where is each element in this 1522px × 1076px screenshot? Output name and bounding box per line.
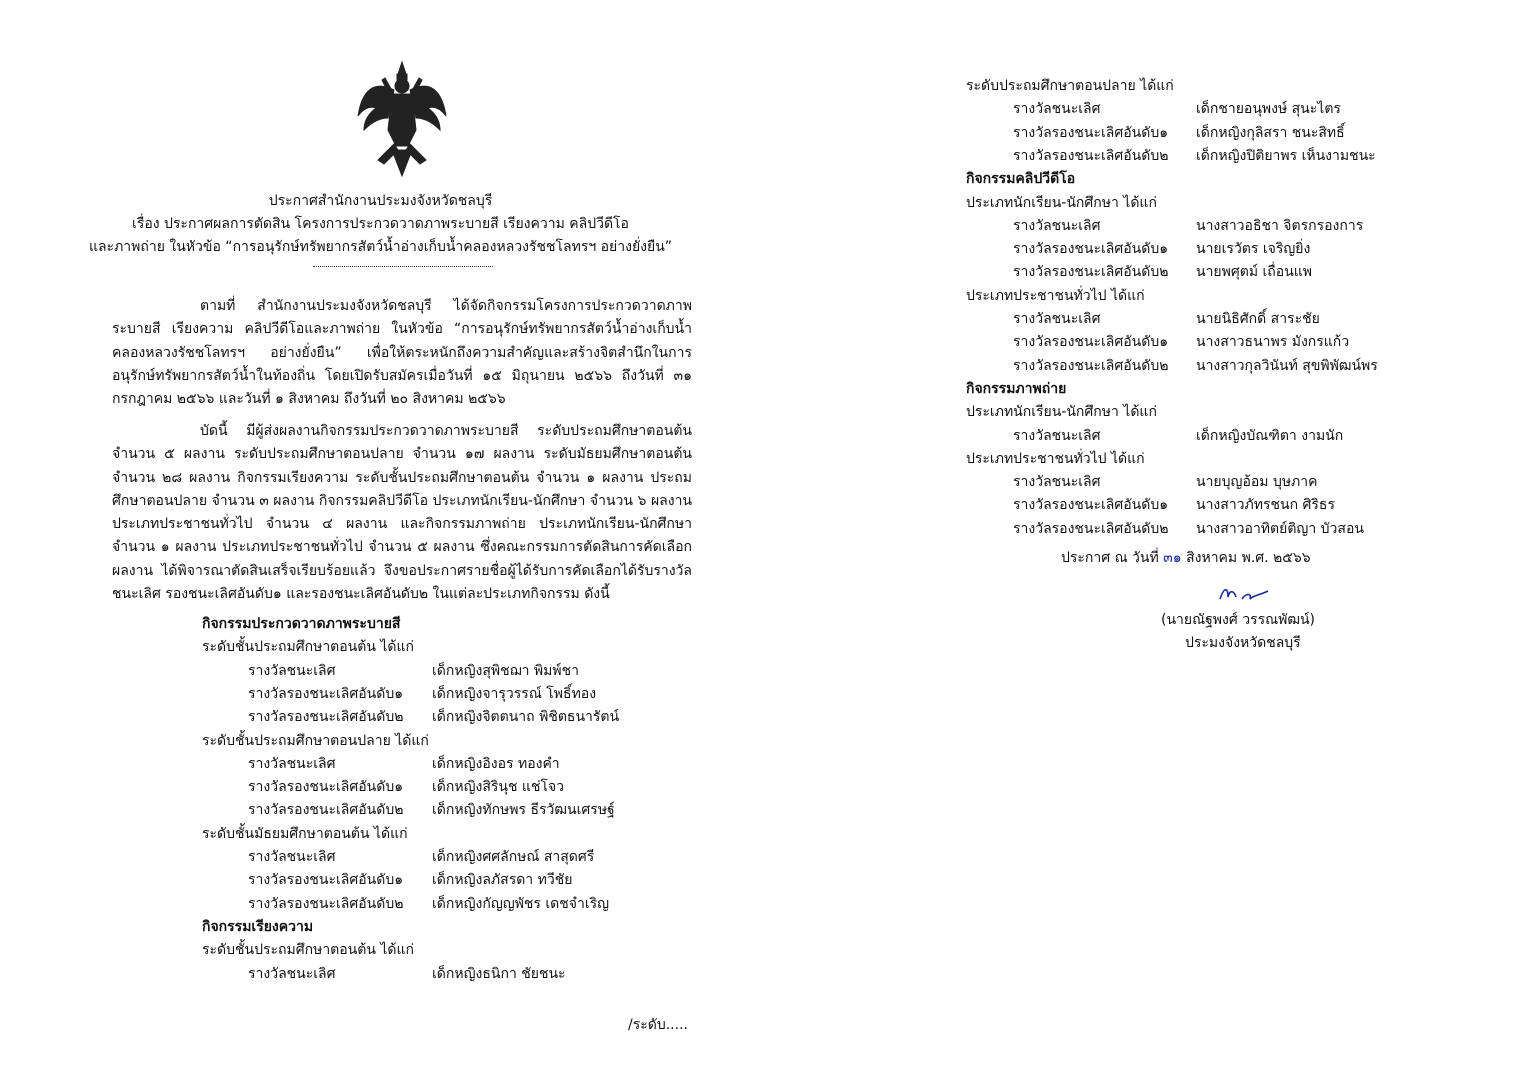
award-label: รางวัลชนะเลิศ — [248, 965, 336, 982]
winner-name: นายเรวัตร เจริญยิ่ง — [1196, 241, 1311, 258]
winner-name: เด็กหญิงทักษพร ธีรวัฒนเศรษฐ์ — [432, 802, 615, 819]
announce-date-line — [1061, 548, 1311, 568]
winner-name: นางสาวอธิชา จิตรกรองการ — [1196, 217, 1364, 234]
winner-name: เด็กหญิงปิติยาพร เห็นงามชนะ — [1196, 147, 1376, 164]
activity-heading: กิจกรรมคลิปวีดีโอ — [966, 171, 1076, 188]
award-label: รางวัลรองชนะเลิศอันดับ๒ — [248, 895, 404, 912]
announcement-subject-cont: และภาพถ่าย ในหัวข้อ “การอนุรักษ์ทรัพยากรสัตว์น้ำอ่างเก็บน้ำคลองหลวงรัชชโลทรฯ อย่างยั่งยืน” — [88, 239, 673, 255]
award-label: รางวัลชนะเลิศ — [248, 849, 336, 865]
award-label: รางวัลรองชนะเลิศอันดับ๒ — [1013, 147, 1169, 164]
award-label: รางวัลรองชนะเลิศอันดับ๒ — [1013, 264, 1169, 281]
winner-name: เด็กหญิงอิงอร ทองคำ — [432, 755, 560, 772]
category-label: ระดับชั้นประถมศึกษาตอนต้น ได้แก่ — [202, 942, 414, 959]
winner-name: นายพศุตม์ เถื่อนแพ — [1196, 264, 1313, 281]
winner-name: นายนิธิศักดิ์ สาระชัย — [1196, 311, 1320, 327]
winner-name: นางสาวกุลวินันท์ สุขพิพัฒน์พร — [1196, 357, 1378, 374]
award-label: รางวัลรองชนะเลิศอันดับ๑ — [1013, 241, 1169, 258]
winner-name: เด็กหญิงจิตตนาถ พิชิตธนารัตน์ — [432, 709, 620, 726]
award-label: รางวัลรองชนะเลิศอันดับ๑ — [248, 872, 404, 889]
award-label: รางวัลรองชนะเลิศอันดับ๑ — [1013, 334, 1169, 351]
winner-name: เด็กหญิงสุพิชฌา พิมพ์ชา — [432, 662, 579, 679]
winner-name: เด็กหญิงศศลักษณ์ สาสุดศรี — [432, 849, 595, 865]
winner-name: นายบุญอ้อม บุษภาค — [1196, 474, 1318, 491]
winner-name: เด็กหญิงบัณฑิตา งามนัก — [1196, 427, 1344, 444]
winner-name: เด็กหญิงกุลิสรา ชนะสิทธิ์ — [1196, 124, 1345, 141]
award-label: รางวัลรองชนะเลิศอันดับ๑ — [1013, 497, 1169, 514]
award-label: รางวัลรองชนะเลิศอันดับ๒ — [248, 802, 404, 819]
continued-marker: /ระดับ..... — [628, 1017, 688, 1033]
award-label: รางวัลชนะเลิศ — [248, 755, 336, 772]
announcement-title: ประกาศสำนักงานประมงจังหวัดชลบุรี — [268, 193, 493, 209]
winner-name: นางสาวธนาพร มังกรแก้ว — [1196, 334, 1350, 351]
garuda-emblem — [354, 60, 450, 178]
announce-prefix: ประกาศ ณ วันที่ — [1061, 550, 1159, 566]
category-label: ระดับชั้นประถมศึกษาตอนต้น ได้แก่ — [202, 639, 414, 656]
activity-heading: กิจกรรมภาพถ่าย — [966, 380, 1067, 397]
announce-suffix: สิงหาคม พ.ศ. ๒๕๖๖ — [1186, 550, 1311, 566]
award-label: รางวัลชนะเลิศ — [1013, 311, 1101, 327]
award-label: รางวัลรองชนะเลิศอันดับ๒ — [1013, 357, 1169, 374]
activity-heading: กิจกรรมประกวดวาดภาพระบายสี — [202, 616, 401, 632]
category-label: ประเภทนักเรียน-นักศึกษา ได้แก่ — [966, 404, 1157, 421]
winner-name: นางสาวภัทรชนก ศิริธร — [1196, 497, 1335, 514]
award-label: รางวัลชนะเลิศ — [1013, 217, 1101, 234]
body-paragraph-2: บัดนี้ มีผู้ส่งผลงานกิจกรรมประกวดวาดภาพระบายสี ระดับประถมศึกษาตอนต้น จำนวน ๕ ผลงาน ระดับประถมศึกษาตอนปลาย จำนวน ๑๗ ผลงาน ระดับมัธยมศึกษาตอนต้น จำนวน ๒๘ ผลงาน กิจกรรมเรียงความ ระดับชั้นประถมศึกษาตอนต้น จำนวน ๑ ผลงาน ประถมศึกษาตอนปลาย จำนวน ๓ ผลงาน กิจกรรมคลิปวีดีโอ ประเภทนักเรียน-นักศึกษา จำนวน ๖ ผลงาน ประเภทประชาชนทั่วไป จำนวน ๔ ผลงาน และกิจกรรมภาพถ่าย ประเภทนักเรียน-นักศึกษา จำนวน ๑ ผลงาน ประเภทประชาชนทั่วไป จำนวน ๕ ผลงาน ซึ่งคณะกรรมการตัดสินการคัดเลือกผลงาน ได้พิจารณาตัดสินเสร็จเรียบร้อยแล้ว จึงขอประกาศรายชื่อผู้ได้รับการคัดเลือกได้รับรางวัลชนะเลิศ รองชนะเลิศอันดับ๑ และรองชนะเลิศอันดับ๒ ในแต่ละประเภทกิจกรรม ดังนี้ — [112, 423, 692, 603]
award-label: รางวัลรองชนะเลิศอันดับ๑ — [248, 779, 404, 796]
signature-mark — [1216, 583, 1272, 605]
winner-name: เด็กหญิงธนิกา ชัยชนะ — [432, 965, 566, 982]
announce-day: ๓๑ — [1163, 550, 1182, 566]
dotted-divider — [313, 260, 493, 267]
signatory-position: ประมงจังหวัดชลบุรี — [1185, 635, 1301, 651]
winner-name: นางสาวอาทิตย์ติญา บัวสอน — [1196, 520, 1364, 537]
signatory-name: (นายณัฐพงศ์ วรรณพัฒน์) — [1161, 612, 1316, 628]
winner-name: เด็กหญิงลภัสรดา ทวีชัย — [432, 872, 573, 889]
category-label: ประเภทประชาชนทั่วไป ได้แก่ — [966, 450, 1145, 467]
winner-name: เด็กหญิงจารุวรรณ์ โพธิ์ทอง — [432, 685, 597, 702]
award-label: รางวัลชนะเลิศ — [248, 662, 336, 679]
category-label: ประเภทประชาชนทั่วไป ได้แก่ — [966, 287, 1145, 304]
category-label: ระดับชั้นมัธยมศึกษาตอนต้น ได้แก่ — [202, 825, 408, 842]
activity-heading: กิจกรรมเรียงความ — [202, 918, 314, 935]
award-label: รางวัลชนะเลิศ — [1013, 101, 1101, 118]
award-label: รางวัลชนะเลิศ — [1013, 427, 1101, 444]
award-label: รางวัลชนะเลิศ — [1013, 474, 1101, 491]
category-label: ระดับชั้นประถมศึกษาตอนปลาย ได้แก่ — [202, 732, 429, 749]
award-label: รางวัลรองชนะเลิศอันดับ๑ — [1013, 124, 1169, 141]
category-label: ระดับประถมศึกษาตอนปลาย ได้แก่ — [966, 78, 1174, 94]
category-label: ประเภทนักเรียน-นักศึกษา ได้แก่ — [966, 194, 1157, 211]
award-label: รางวัลรองชนะเลิศอันดับ๒ — [1013, 520, 1169, 537]
body-paragraph-1: ตามที่ สำนักงานประมงจังหวัดชลบุรี ได้จัดกิจกรรมโครงการประกวดวาดภาพระบายสี เรียงความ คลิปวีดีโอและภาพถ่าย ในหัวข้อ “การอนุรักษ์ทรัพยากรสัตว์น้ำอ่างเก็บน้ำคลองหลวงรัชชโลทรฯ อย่างยั่งยืน” เพื่อให้ตระหนักถึงความสำคัญและสร้างจิตสำนึกในการอนุรักษ์ทรัพยากรสัตว์น้ำในท้องถิ่น โดยเปิดรับสมัครเมื่อวันที่ ๑๕ มิถุนายน ๒๕๖๖ ถึงวันที่ ๓๑ กรกฎาคม ๒๕๖๖ และวันที่ ๑ สิงหาคม ถึงวันที่ ๒๐ สิงหาคม ๒๕๖๖ — [112, 298, 692, 408]
award-label: รางวัลรองชนะเลิศอันดับ๑ — [248, 685, 404, 702]
winner-name: เด็กหญิงสิรินุช แช่โจว — [432, 779, 565, 796]
award-label: รางวัลรองชนะเลิศอันดับ๒ — [248, 709, 404, 726]
winner-name: เด็กชายอนุพงษ์ สุนะไตร — [1196, 101, 1341, 118]
right-page — [761, 0, 1522, 1076]
winner-name: เด็กหญิงกัญญพัชร เดชจำเริญ — [432, 895, 610, 912]
announcement-subject: เรื่อง ประกาศผลการตัดสิน โครงการประกวดวาดภาพระบายสี เรียงความ คลิปวีดีโอ — [132, 216, 629, 232]
